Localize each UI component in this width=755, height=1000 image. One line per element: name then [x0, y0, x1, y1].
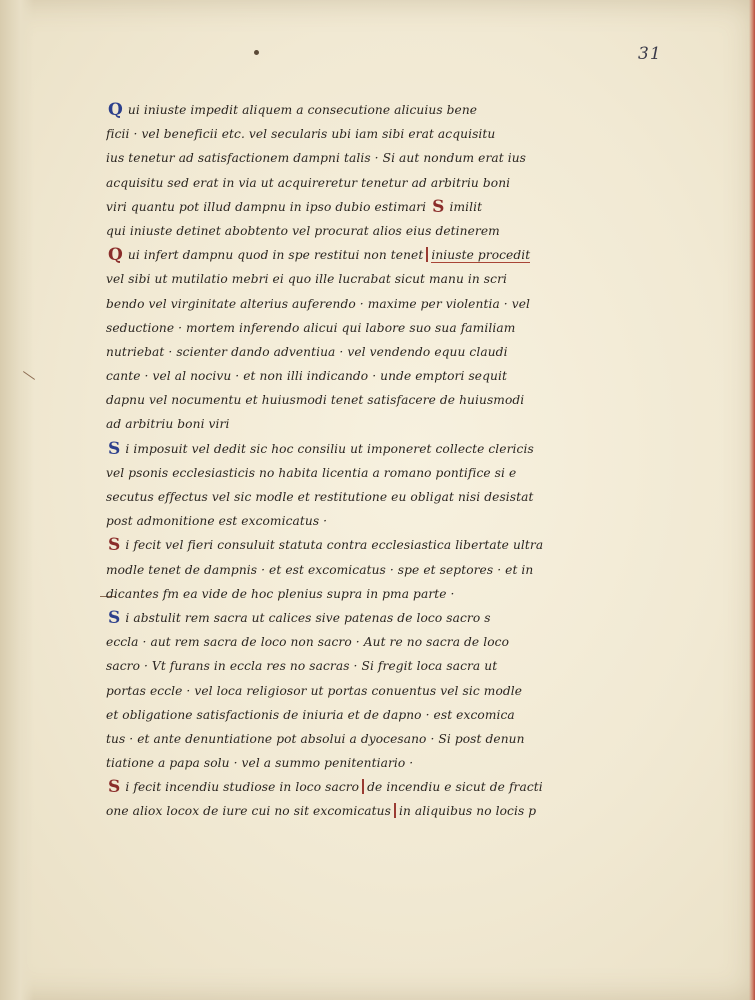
text-line — [106, 727, 626, 751]
text-line — [106, 412, 626, 436]
rubric-mark — [362, 779, 364, 794]
line-text: ui iniuste impedit aliquem a consecutione alicuius bene — [127, 103, 478, 117]
initial-capital: S — [108, 438, 121, 459]
line-text: bendo vel virginitate alterius auferendo · maxime per violentia · vel — [106, 296, 531, 311]
text-line — [106, 630, 626, 654]
text-line — [106, 775, 626, 799]
line-text: acquisitu sed erat in via ut acquireretur tenetur ad arbitriu boni — [106, 175, 511, 190]
line-text: modle tenet de dampnis · et est excomicatus · spe et septores · et in — [106, 562, 534, 577]
line-text: ad arbitriu boni viri — [106, 417, 230, 432]
text-line — [106, 679, 626, 703]
line-text: tiatione a papa solu · vel a summo penitentiario · — [106, 756, 414, 771]
line-text: one aliox locox de iure cui no sit excomicatus — [106, 804, 391, 819]
text-line — [106, 437, 626, 461]
text-line — [106, 461, 626, 485]
text-line — [106, 582, 626, 606]
line-text: i fecit incendiu studiose in loco sacro — [125, 780, 360, 795]
rubric-mark — [426, 247, 428, 262]
manuscript-text — [106, 98, 626, 824]
line-text: dicantes fm ea vide de hoc plenius supra in pma parte · — [106, 586, 455, 601]
line-text: ficii · vel beneficii etc. vel secularis ubi iam sibi erat acquisitu — [106, 127, 496, 142]
ink-spot — [254, 50, 259, 55]
line-text: seductione · mortem inferendo alicui qui labore suo sua familiam — [106, 320, 516, 335]
text-line — [106, 219, 626, 243]
line-text: i imposuit vel dedit sic hoc consiliu ut imponeret collecte clericis — [125, 441, 534, 456]
text-line — [106, 171, 626, 195]
initial-capital: S — [108, 777, 121, 798]
line-text: i abstulit rem sacra ut calices sive patenas de loco sacro s — [125, 610, 491, 625]
text-line — [106, 606, 626, 630]
text-line — [106, 751, 626, 775]
line-text: et obligatione satisfactionis de iniuria et de dapno · est excomica — [106, 707, 515, 722]
text-line — [106, 195, 626, 219]
line-text: vel sibi ut mutilatio mebri ei quo ille lucrabat sicut manu in scri — [106, 272, 508, 287]
page-edge — [749, 0, 755, 1000]
line-text: dapnu vel nocumentu et huiusmodi tenet satisfacere de huiusmodi — [106, 393, 525, 408]
line-text: post admonitione est excomicatus · — [106, 514, 328, 529]
text-line — [106, 558, 626, 582]
initial-capital: S — [108, 535, 121, 556]
text-line — [106, 98, 626, 122]
line-text-continued: in aliquibus no locis p — [398, 804, 537, 819]
line-text: secutus effectus vel sic modle et restitutione eu obligat nisi desistat — [106, 490, 534, 504]
text-line — [106, 243, 626, 267]
line-text: tus · et ante denuntiatione pot absolui a dyocesano · Si post denun — [106, 731, 525, 746]
line-text: viri quantu pot illud dampnu in ipso dubio estimari — [106, 199, 427, 214]
line-text: nutriebat · scienter dando adventiua · vel vendendo equu claudi — [106, 344, 508, 359]
line-text: portas eccle · vel loca religiosor ut portas conuentus vel sic modle — [106, 683, 523, 698]
line-text: cante · vel al nocivu · et non illi indicando · unde emptori sequit — [106, 369, 507, 384]
initial-capital: Q — [108, 245, 123, 266]
text-line — [106, 388, 626, 412]
text-line — [106, 799, 626, 823]
initial-capital: S — [432, 196, 445, 217]
initial-capital: S — [108, 607, 121, 628]
line-text: ui infert dampnu quod in spe restitui non tenet — [127, 248, 424, 263]
line-text: ius tenetur ad satisfactionem dampni talis · Si aut nondum erat ius — [106, 151, 527, 166]
text-line — [106, 122, 626, 146]
line-text-continued: de incendiu e sicut de fracti — [367, 780, 543, 795]
line-text: qui iniuste detinet abobtento vel procurat alios eius detinerem — [106, 223, 500, 238]
text-line — [106, 340, 626, 364]
text-line — [106, 485, 626, 509]
line-text: sacro · Vt furans in eccla res no sacras · Si fregit loca sacra ut — [106, 659, 498, 674]
rubric-mark — [394, 803, 396, 818]
text-line — [106, 267, 626, 291]
text-line — [106, 146, 626, 170]
text-line — [106, 292, 626, 316]
page-gutter — [0, 0, 34, 1000]
line-text: eccla · aut rem sacra de loco non sacro · Aut re no sacra de loco — [106, 635, 510, 650]
line-text: vel psonis ecclesiasticis no habita licentia a romano pontifice si e — [106, 465, 517, 480]
text-line — [106, 316, 626, 340]
line-text-continued: iniuste procedit — [431, 248, 531, 263]
initial-capital: Q — [108, 100, 123, 120]
text-line — [106, 703, 626, 727]
text-line — [106, 654, 626, 678]
folio-number: 31 — [638, 44, 662, 64]
text-line — [106, 509, 626, 533]
line-text-continued: imilit — [449, 199, 483, 214]
line-text: i fecit vel fieri consuluit statuta contra ecclesiastica libertate ultra — [125, 538, 544, 553]
text-line — [106, 364, 626, 388]
text-line — [106, 533, 626, 557]
